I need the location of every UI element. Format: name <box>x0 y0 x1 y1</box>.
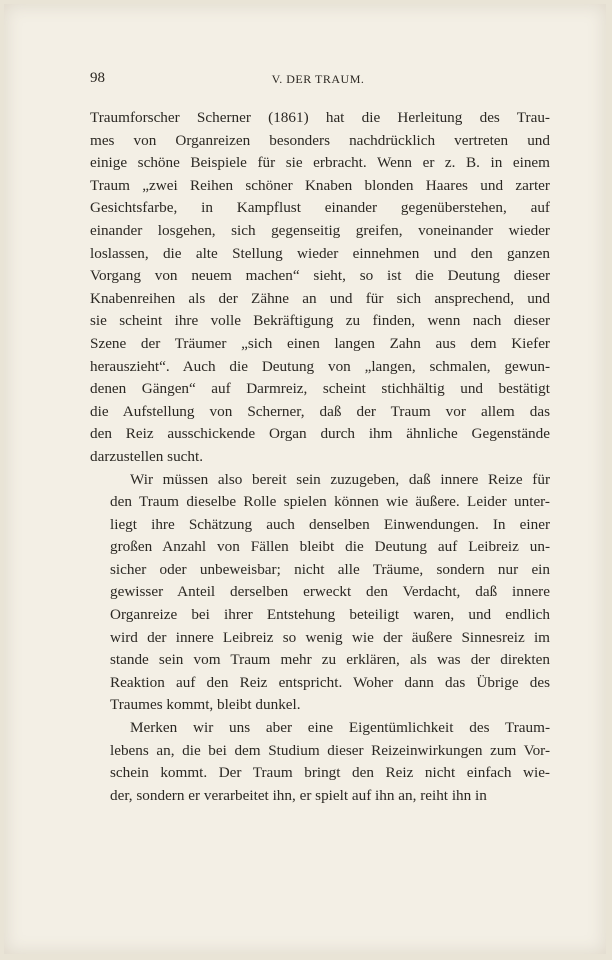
page-header <box>90 70 546 94</box>
text-line: Vorgang von neuem machen“ sieht, so ist die Deutung dieser <box>90 267 550 285</box>
body-text <box>90 107 550 807</box>
text-line: Organreize bei ihrer Entstehung beteiligt waren, und endlich <box>110 606 550 624</box>
text-line: Merken wir uns aber eine Eigentümlichkeit des Traum- <box>130 719 550 737</box>
text-line: sie scheint ihre volle Bekräftigung zu finden, wenn nach dieser <box>90 312 550 330</box>
text-line: stande sein vom Traum mehr zu erklären, als was der direkten <box>110 651 550 669</box>
paragraph <box>90 107 550 469</box>
text-line: Traumes kommt, bleibt dunkel. <box>110 696 301 714</box>
text-line: gewisser Anteil derselben erweckt den Verdacht, daß innere <box>110 583 550 601</box>
text-line: Gesichtsfarbe, in Kampflust einander gegenüberstehen, auf <box>90 199 550 217</box>
paragraph <box>90 469 550 718</box>
text-line: wird der innere Leibreiz so wenig wie der äußere Sinnesreiz im <box>110 628 550 646</box>
text-line: Knabenreihen als der Zähne an und für sich ansprechend, und <box>90 289 550 307</box>
running-title: V. DER TRAUM. <box>271 72 365 86</box>
text-line: schein kommt. Der Traum bringt den Reiz nicht einfach wie- <box>110 764 550 782</box>
text-line: herauszieht“. Auch die Deutung von „langen, schmalen, gewun- <box>90 357 550 375</box>
text-line: Wir müssen also bereit sein zuzugeben, daß innere Reize für <box>130 470 550 488</box>
text-line: die Aufstellung von Scherner, daß der Traum vor allem das <box>90 402 550 420</box>
text-line: sicher oder unbeweisbar; nicht alle Träume, sondern nur ein <box>110 560 550 578</box>
text-line: mes von Organreizen besonders nachdrücklich vertreten und <box>90 131 550 149</box>
book-page <box>4 4 606 954</box>
text-line: den Reiz ausschickende Organ durch ihm ähnliche Gegenstände <box>90 425 550 443</box>
text-line: liegt ihre Schätzung auch denselben Einwendungen. In einer <box>110 515 550 533</box>
text-line: Traumforscher Scherner (1861) hat die Herleitung des Trau- <box>90 109 550 126</box>
text-line: darzustellen sucht. <box>90 447 204 465</box>
text-line: der, sondern er verarbeitet ihn, er spielt auf ihn an, reiht ihn in <box>110 786 487 804</box>
page-number: 98 <box>90 70 105 86</box>
text-line: einander losgehen, sich gegenseitig greifen, voneinander wieder <box>90 221 550 239</box>
text-line: Traum „zwei Reihen schöner Knaben blonden Haares und zarter <box>90 176 550 194</box>
text-line: den Traum dieselbe Rolle spielen können wie äußere. Leider unter- <box>110 493 550 511</box>
text-line: loslassen, die alte Stellung wieder einnehmen und den ganzen <box>90 244 550 262</box>
text-line: lebens an, die bei dem Studium dieser Reizeinwirkungen zum Vor- <box>110 741 550 759</box>
text-line: großen Anzahl von Fällen bleibt die Deutung auf Leibreiz un- <box>110 538 550 556</box>
paragraph <box>90 717 550 807</box>
text-line: Reaktion auf den Reiz entspricht. Woher dann das Übrige des <box>110 673 550 691</box>
text-line: einige schöne Beispiele für sie erbracht. Wenn er z. B. in einem <box>90 154 550 172</box>
text-line: denen Gängen“ auf Darmreiz, scheint stichhältig und bestätigt <box>90 380 550 398</box>
text-line: Szene der Träumer „sich einen langen Zahn aus dem Kiefer <box>90 334 550 352</box>
